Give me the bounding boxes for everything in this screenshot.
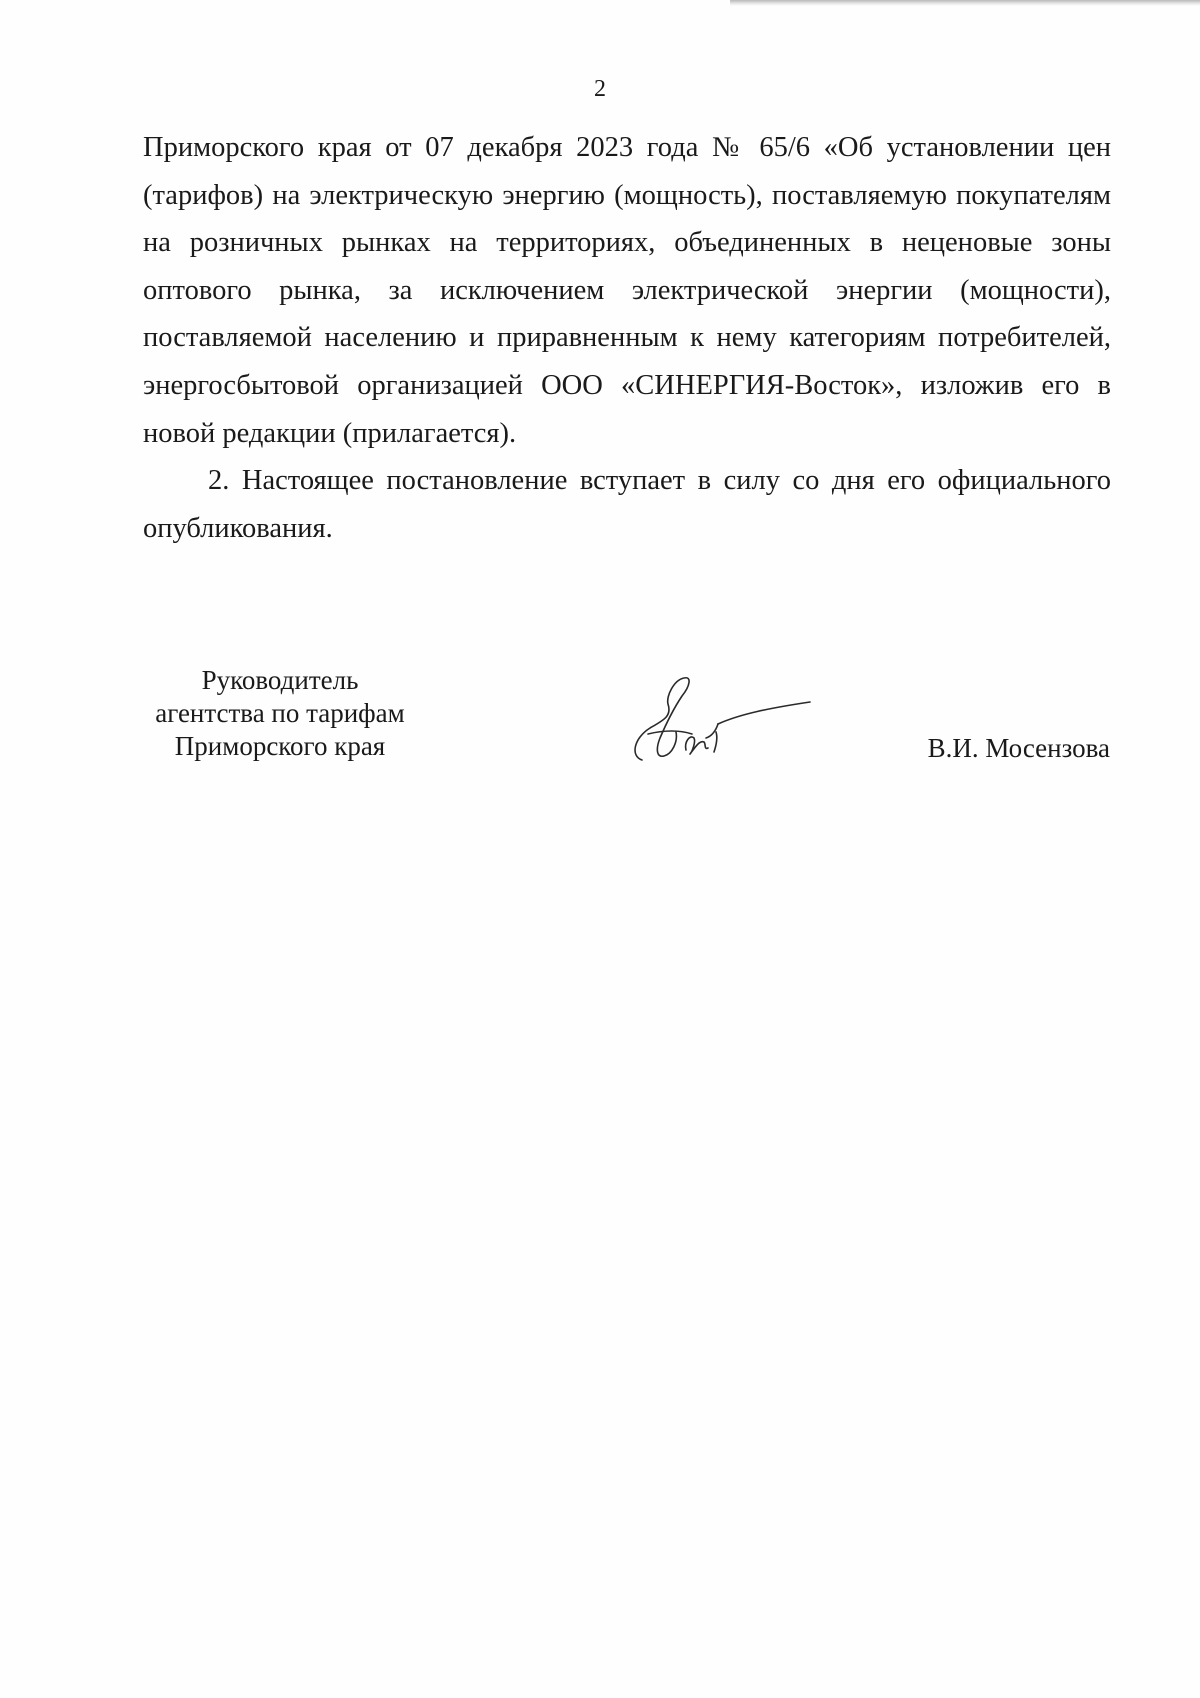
handwritten-signature <box>620 672 820 772</box>
signer-position <box>120 664 440 763</box>
paragraph-item-2: 2. Настоящее постановление вступает в силу со дня его официального опубликования. <box>143 465 1111 544</box>
signer-position-line: Руководитель <box>201 665 359 695</box>
signer-position-line: Приморского края <box>174 731 386 761</box>
scan-edge-shadow <box>730 0 1200 6</box>
paragraph-continuation: Приморского края от 07 декабря 2023 года № 65/6 «Об установлении цен (тарифов) на электрическую энергию (мощность), поставляемую покупателям на розничных рынках на территориях, объединенных в неценовые зоны оптового рынка, за исключением электрической энергии (мощности), поставляемой населению и приравненным к нему категориям потребителей, энергосбытовой организацией ООО «СИНЕРГИЯ-Восток», изложив его в новой редакции (прилагается). <box>143 132 1111 449</box>
document-body <box>143 124 1111 552</box>
signer-position-line: агентства по тарифам <box>155 698 405 728</box>
signer-name: В.И. Мосензова <box>927 733 1110 763</box>
page-number: 2 <box>594 76 606 102</box>
